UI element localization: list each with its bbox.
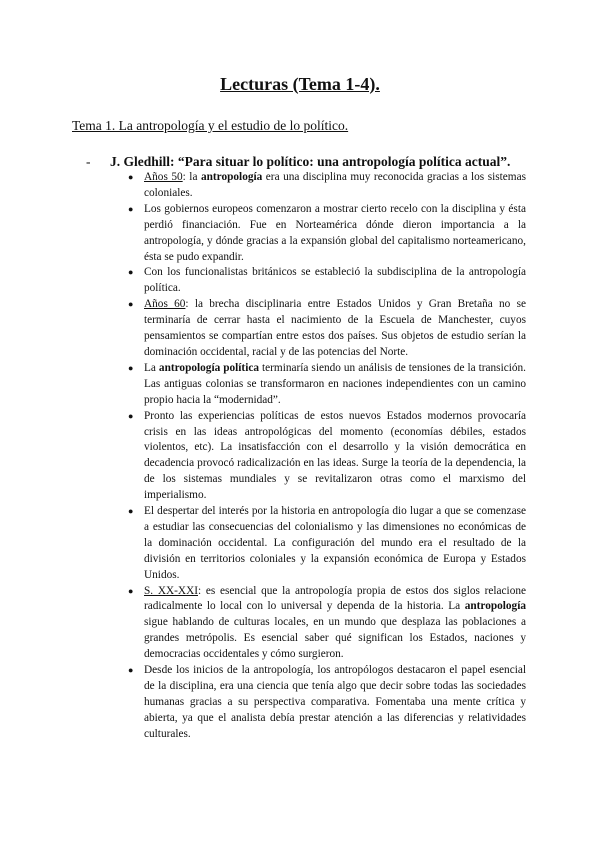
list-item <box>128 504 526 584</box>
bullet-icon: ● <box>128 585 134 596</box>
item-text: terminaría siendo un análisis de tensiones de la transición. Las antiguas colonias se transformaron en naciones independientes con un camino propio hacia la “modernidad”. <box>144 361 526 406</box>
item-lead: Años 60 <box>144 298 186 311</box>
list-item <box>128 297 526 361</box>
author-name: J. Gledhill <box>110 154 171 169</box>
item-bold: antropología <box>464 600 526 613</box>
bullet-icon: ● <box>128 410 134 421</box>
item-text: Pronto las experiencias políticas de estos nuevos Estados modernos provocaría crisis en las ideas antropológicas del momento (economías débiles, estados violentos, etc). La insatisfacción con el desarrollo y la visión democrática en decadencia provocó radicalización en las ideas. Surge la teoría de la dependencia, la de los sistemas mundiales y se revitalizaron otras como el marxismo del imperialismo. <box>144 409 526 502</box>
item-text: Desde los inicios de la antropología, los antropólogos destacaron el papel esencial de la disciplina, era una ciencia que tenía algo que decir sobre todas las sociedades humanas gracias a su perspectiva comparativa. Fomentaba una mente crítica y abierta, ya que el analista debía prestar atención a las diferencias y relatividades culturales. <box>144 664 526 740</box>
item-pre: La <box>144 361 159 374</box>
work-title: : “Para situar lo político: una antropología política actual”. <box>170 154 511 169</box>
bullet-icon: ● <box>128 665 134 676</box>
list-item <box>128 409 526 504</box>
bullet-icon: ● <box>128 362 134 373</box>
bullet-icon: ● <box>128 172 134 182</box>
item-pre: : la <box>182 171 201 183</box>
list-item <box>128 170 526 202</box>
notes-list <box>128 170 527 743</box>
item-text: Con los funcionalistas británicos se estableció la subdisciplina de la antropología política. <box>144 266 526 295</box>
item-text: era una disciplina muy reconocida gracias a los sistemas coloniales. <box>144 171 526 199</box>
item-lead: S. XX-XXI <box>144 584 198 597</box>
item-text: sigue hablando de culturas locales, en un mundo que desplaza las poblaciones a grandes metrópolis. Es esencial saber qué significan los Estados, naciones y democracias occidentales y cómo surgieron. <box>144 616 526 661</box>
reading-reference <box>86 154 510 170</box>
bullet-icon: ● <box>128 299 134 310</box>
list-item <box>128 361 526 409</box>
item-text: El despertar del interés por la historia en antropología dio lugar a que se comenzase a estudiar las consecuencias del colonialismo y las dimensiones no económicas de la dominación occidental. La configuración del mundo era el resultado de la división en territorios coloniales y la expansión económica de Europa y Estados Unidos. <box>144 505 526 581</box>
item-text: : la brecha disciplinaria entre Estados Unidos y Gran Bretaña no se terminaría de cerrar hasta el nacimiento de la Escuela de Manchester, cuyos pensamientos se compartían entre estos dos países. Sus objetos de estudio serían la dominación occidental, racial y de las potencias del Norte. <box>144 298 526 358</box>
list-item <box>128 265 526 297</box>
item-bold: antropología política <box>158 361 259 374</box>
section-heading: Tema 1. La antropología y el estudio de lo político. <box>72 118 349 133</box>
item-text: Los gobiernos europeos comenzaron a mostrar cierto recelo con la disciplina y ésta perdió financiación. Fue en Norteamérica dónde dieron importancia a la antropología, y dónde gracias a la expansión global del capitalismo norteamericano, ésta se pudo expandir. <box>144 202 526 263</box>
list-item <box>128 202 526 266</box>
list-item <box>128 584 527 664</box>
item-bold: antropología <box>200 171 263 183</box>
bullet-icon: ● <box>128 203 134 214</box>
item-pre: : es esencial que la antropología propia de estos dos siglos relacione radicalmente lo local con lo universal y dependa de la historia. La <box>144 584 527 613</box>
item-lead: Años 50 <box>144 171 183 183</box>
list-item <box>128 663 526 743</box>
bullet-icon: ● <box>128 267 134 278</box>
page-title: Lecturas (Tema 1-4). <box>220 74 380 94</box>
list-dash: - <box>86 154 91 169</box>
bullet-icon: ● <box>128 506 134 517</box>
